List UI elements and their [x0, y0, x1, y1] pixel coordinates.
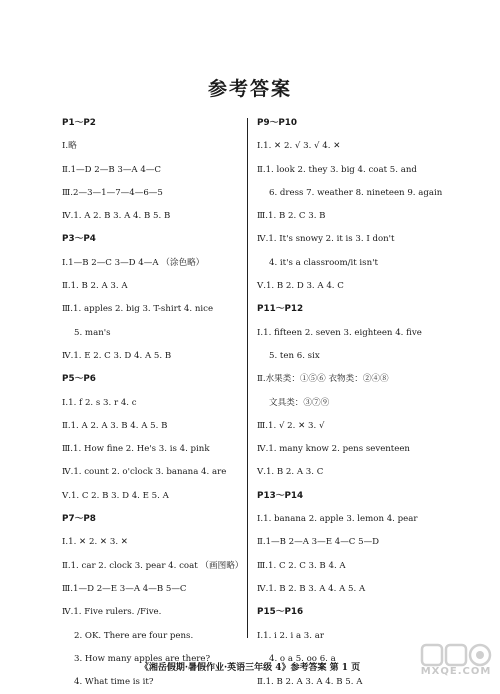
answer-line: Ⅳ.1. many know 2. pens seventeen	[257, 444, 410, 455]
answer-line: Ⅳ.1. count 2. o'clock 3. banana 4. are	[62, 467, 227, 478]
answer-line: 5. ten 6. six	[269, 350, 320, 361]
answer-logo-icon	[418, 642, 494, 668]
answer-line: Ⅰ.1—B 2—C 3—D 4—A （涂色略）	[62, 257, 205, 268]
section-heading: P9～P10	[257, 118, 298, 128]
answer-line: Ⅰ.略	[62, 141, 77, 152]
answer-line: Ⅰ.1. ✕ 2. ✕ 3. ✕	[62, 537, 128, 548]
answer-line: Ⅲ.1. √ 2. ✕ 3. √	[257, 420, 325, 431]
answer-line: Ⅱ.1—B 2—A 3—E 4—C 5—D	[257, 537, 380, 548]
section-heading: P11～P12	[257, 304, 304, 315]
answer-line: Ⅲ.1. C 2. C 3. B 4. A	[257, 560, 346, 571]
answer-line: 4. it's a classroom/it isn't	[269, 257, 378, 268]
answer-line: Ⅲ.1—D 2—E 3—A 4—B 5—C	[62, 583, 187, 594]
answer-line: Ⅳ.1. A 2. B 3. A 4. B 5. B	[62, 211, 171, 222]
answer-line: Ⅱ.1. car 2. clock 3. pear 4. coat （画图略）	[62, 560, 244, 571]
answer-line: Ⅴ.1. B 2. D 3. A 4. C	[257, 281, 344, 292]
column-divider	[247, 118, 248, 638]
answer-line: Ⅱ.1. B 2. A 3. A 4. B 5. A	[257, 677, 363, 688]
answer-line: 4. What time is it?	[74, 677, 154, 688]
section-heading: P13～P14	[257, 490, 304, 501]
answer-line: Ⅲ.1. How fine 2. He's 3. is 4. pink	[62, 444, 210, 455]
answer-line: Ⅱ.1—D 2—B 3—A 4—C	[62, 164, 162, 175]
answer-line: Ⅲ.1. B 2. C 3. B	[257, 211, 326, 222]
answer-line: 文具类：③⑦⑨	[269, 397, 330, 408]
section-heading: P1～P2	[62, 118, 96, 128]
watermark	[418, 642, 494, 686]
page-title: 参考答案	[207, 78, 292, 100]
page-footer: 《湘岳假期·暑假作业·英语三年级 4》参考答案 第 1 页	[139, 663, 361, 673]
answer-line: Ⅰ.1. i 2. i a 3. ar	[257, 630, 324, 641]
answer-line: Ⅳ.1. B 2. B 3. A 4. A 5. A	[257, 583, 366, 594]
answer-line: Ⅲ.2—3—1—7—4—6—5	[62, 187, 163, 198]
answer-line: 4. o a 5. oo 6. a	[269, 653, 336, 664]
answer-line: Ⅱ.水果类：①⑤⑥ 衣物类：②④⑧	[257, 374, 389, 385]
answer-line: Ⅰ.1. fifteen 2. seven 3. eighteen 4. five	[257, 327, 422, 338]
answer-line: 5. man's	[74, 327, 111, 338]
left-answer-column	[62, 112, 262, 694]
answer-line: Ⅳ.1. Five rulers. /Five.	[62, 607, 162, 618]
answer-line: Ⅰ.1. f 2. s 3. r 4. c	[62, 397, 137, 408]
answer-line: Ⅱ.1. B 2. A 3. A	[62, 281, 128, 292]
answer-line: Ⅴ.1. B 2. A 3. C	[257, 467, 324, 478]
answer-line: 6. dress 7. weather 8. nineteen 9. again	[269, 187, 443, 198]
answer-line: Ⅱ.1. look 2. they 3. big 4. coat 5. and	[257, 164, 417, 175]
answer-line: 3. How many apples are there?	[74, 653, 211, 664]
section-heading: P3～P4	[62, 234, 96, 245]
answer-line: Ⅴ.1. C 2. B 3. D 4. E 5. A	[62, 490, 169, 501]
answer-line: Ⅰ.1. ✕ 2. √ 3. √ 4. ✕	[257, 141, 341, 152]
section-heading: P15～P16	[257, 607, 304, 618]
answer-line: Ⅰ.1. banana 2. apple 3. lemon 4. pear	[257, 514, 418, 525]
right-answer-column	[257, 112, 457, 694]
section-heading: P7～P8	[62, 514, 96, 525]
answer-line: Ⅳ.1. E 2. C 3. D 4. A 5. B	[62, 350, 172, 361]
answer-line: Ⅲ.1. apples 2. big 3. T-shirt 4. nice	[62, 304, 214, 315]
answer-line: Ⅱ.1. A 2. A 3. B 4. A 5. B	[62, 420, 168, 431]
answer-line: Ⅳ.1. It's snowy 2. it is 3. I don't	[257, 234, 395, 245]
section-heading: P5～P6	[62, 374, 96, 385]
watermark-text: MXQE.COM	[420, 666, 492, 677]
answer-line: 2. OK. There are four pens.	[74, 630, 194, 641]
